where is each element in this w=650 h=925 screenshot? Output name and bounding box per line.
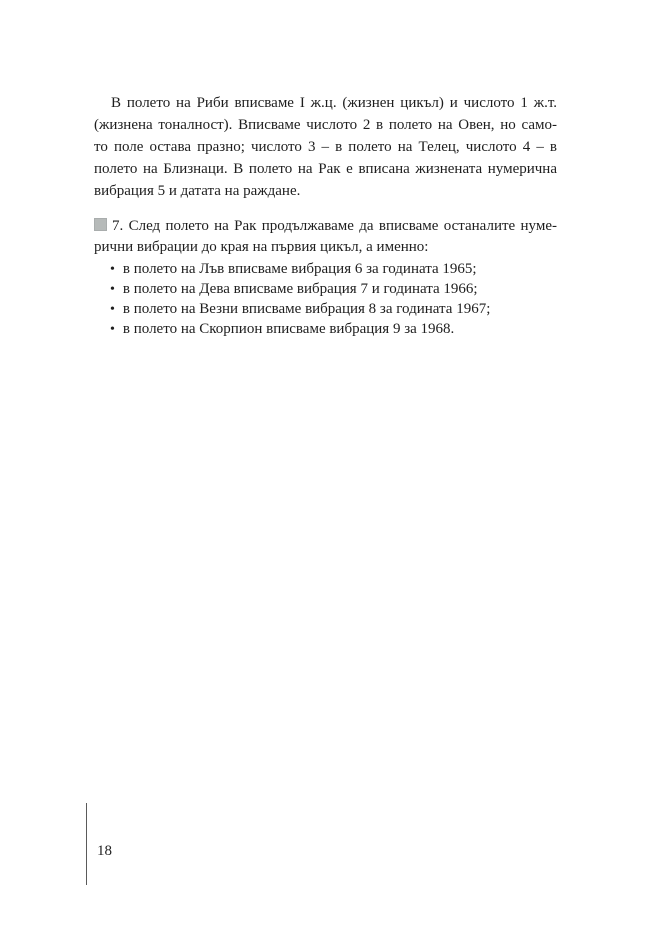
list-item [94,259,557,279]
bullet-icon: • [110,262,115,277]
list-item [94,279,557,299]
list-item [94,319,557,339]
text-line: рични вибрации до края на първия цикъл, а именно: [94,239,429,255]
list-item-text: в полето на Везни вписваме вибрация 8 за годината 1967; [122,301,491,317]
text-line: вибрация 5 и датата на раждане. [94,183,301,199]
bullet-icon: • [110,282,115,297]
bullet-list [94,259,557,339]
list-item-text: в полето на Скорпион вписваме вибрация 9 за 1968. [122,321,455,337]
section-7 [94,216,557,339]
bullet-icon: • [110,302,115,317]
section-marker-square-icon [94,218,107,231]
list-item-text: в полето на Дева вписваме вибрация 7 и годината 1966; [122,281,478,297]
page-number: 18 [97,843,112,859]
footer-vertical-rule [86,803,87,885]
list-item-text: в полето на Лъв вписваме вибрация 6 за годината 1965; [122,261,477,277]
text-line: (жизнена тоналност). Вписваме числото 2 в полето на Овен, но само- [94,117,557,133]
text-line [94,216,557,237]
text-line: полето на Близнаци. В полето на Рак е вписана жизнената нумерична [94,161,557,177]
list-item [94,299,557,319]
body-text [94,92,557,339]
text-line: то поле остава празно; числото 3 – в полето на Телец, числото 4 – в [94,139,557,155]
paragraph-1 [94,92,557,202]
text-line: В полето на Риби вписваме I ж.ц. (жизнен цикъл) и числото 1 ж.т. [111,95,557,111]
section-heading-text: 7. След полето на Рак продължаваме да вписваме останалите нуме- [112,218,557,234]
bullet-icon: • [110,322,115,337]
